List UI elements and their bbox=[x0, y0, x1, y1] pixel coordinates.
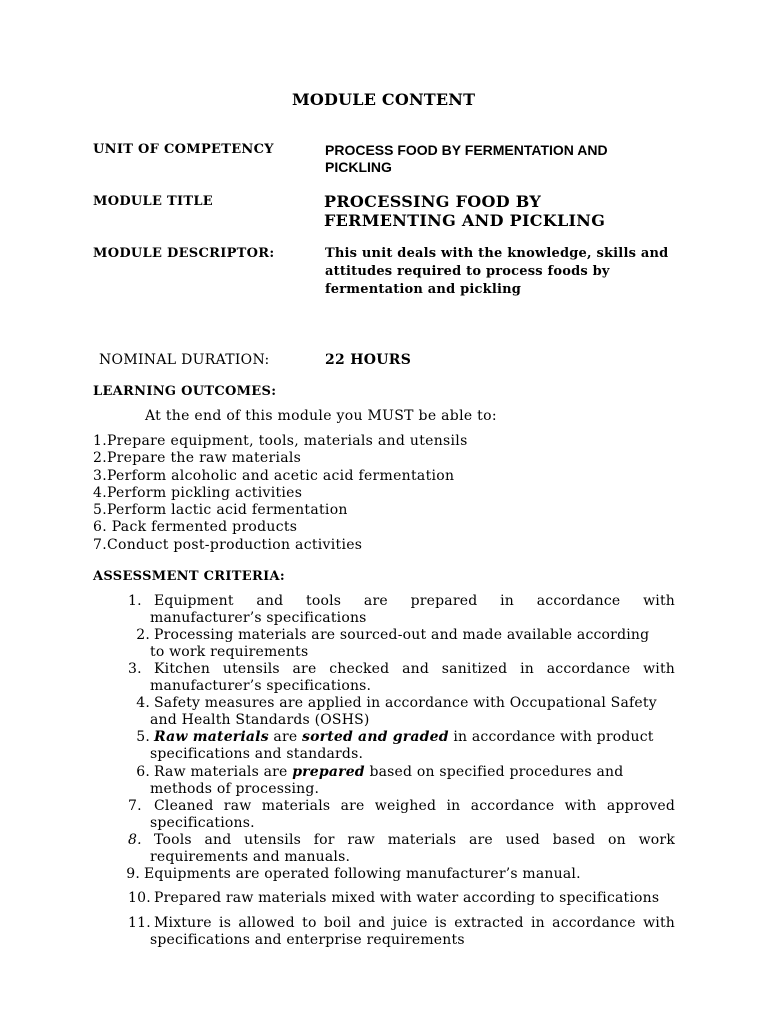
criteria-number: 2. bbox=[136, 627, 150, 643]
criteria-text-cont: specifications and standards. bbox=[150, 746, 364, 762]
criteria-text: Cleaned raw materials are weighed in accordance with approved bbox=[154, 798, 675, 814]
criteria-text: Prepared raw materials mixed with water according to specifications bbox=[154, 890, 660, 906]
criteria-number: 3. bbox=[128, 661, 142, 677]
criteria-number: 4. bbox=[136, 695, 150, 711]
criteria-number: 6. bbox=[136, 764, 150, 780]
criteria-number: 11. bbox=[128, 915, 151, 931]
learning-outcomes-list bbox=[93, 433, 468, 554]
unit-value: PROCESS FOOD BY FERMENTATION AND PICKLING bbox=[325, 142, 608, 175]
criteria-text-cont: manufacturer’s specifications. bbox=[150, 678, 372, 694]
criteria-item-7 bbox=[128, 798, 675, 832]
criteria-number: 5. bbox=[136, 729, 150, 745]
list-item: 5.Perform lactic acid fermentation bbox=[93, 502, 348, 519]
page-title: MODULE CONTENT bbox=[292, 90, 476, 109]
criteria-emphasis: prepared bbox=[292, 764, 365, 780]
list-item: 6. Pack fermented products bbox=[93, 519, 298, 536]
descriptor-label: MODULE DESCRIPTOR: bbox=[93, 246, 275, 261]
assessment-criteria-heading: ASSESSMENT CRITERIA: bbox=[93, 569, 285, 584]
learning-outcomes-heading: LEARNING OUTCOMES: bbox=[93, 384, 277, 399]
criteria-text: Kitchen utensils are checked and sanitized in accordance with bbox=[154, 661, 675, 677]
list-item: 2.Prepare the raw materials bbox=[93, 450, 302, 467]
learning-outcomes-intro: At the end of this module you MUST be able to: bbox=[145, 408, 497, 424]
criteria-item-5 bbox=[128, 729, 675, 763]
criteria-item-8 bbox=[128, 832, 675, 866]
criteria-item-11 bbox=[128, 915, 675, 949]
criteria-item-10 bbox=[128, 890, 675, 907]
criteria-number: 9. bbox=[126, 866, 140, 882]
criteria-text: Equipment and tools are prepared in accordance with bbox=[154, 593, 675, 609]
criteria-text: Processing materials are sourced-out and made available according bbox=[154, 627, 650, 643]
list-item: 1.Prepare equipment, tools, materials and utensils bbox=[93, 433, 468, 449]
criteria-number: 8. bbox=[128, 832, 142, 848]
descriptor-value: This unit deals with the knowledge, skills and attitudes required to process foods by fermentation and pickling bbox=[325, 246, 669, 297]
criteria-text-cont: requirements and manuals. bbox=[150, 849, 351, 865]
criteria-number: 1. bbox=[128, 593, 142, 609]
criteria-item-2 bbox=[128, 627, 675, 661]
criteria-text: Mixture is allowed to boil and juice is extracted in accordance with bbox=[154, 915, 675, 931]
criteria-text-cont: and Health Standards (OSHS) bbox=[150, 712, 370, 728]
duration-label: NOMINAL DURATION: bbox=[99, 352, 270, 368]
criteria-text: Equipments are operated following manufacturer’s manual. bbox=[144, 866, 581, 882]
criteria-text-cont: to work requirements bbox=[150, 644, 309, 660]
criteria-number: 10. bbox=[128, 890, 151, 906]
criteria-item-1 bbox=[128, 593, 675, 627]
criteria-text: Tools and utensils for raw materials are used based on work bbox=[154, 832, 675, 848]
duration-value: 22 HOURS bbox=[325, 352, 412, 368]
module-title-value-line2: FERMENTING AND PICKLING bbox=[324, 211, 606, 230]
criteria-text-cont: manufacturer’s specifications bbox=[150, 610, 367, 626]
criteria-emphasis: sorted and graded bbox=[302, 729, 449, 745]
criteria-number: 7. bbox=[128, 798, 142, 814]
list-item: 3.Perform alcoholic and acetic acid fermentation bbox=[93, 467, 455, 484]
criteria-item-6 bbox=[128, 764, 675, 798]
criteria-emphasis: Raw materials bbox=[154, 729, 269, 745]
criteria-text: in accordance with product bbox=[448, 729, 654, 745]
criteria-text-cont: specifications. bbox=[150, 815, 255, 831]
criteria-text: are bbox=[268, 729, 303, 745]
criteria-text: based on specified procedures and bbox=[364, 764, 624, 780]
criteria-item-9 bbox=[118, 866, 665, 883]
criteria-item-4 bbox=[128, 695, 675, 729]
criteria-text-cont: specifications and enterprise requirements bbox=[150, 932, 465, 948]
unit-label: UNIT OF COMPETENCY bbox=[93, 142, 274, 157]
list-item: 7.Conduct post-production activities bbox=[93, 536, 363, 553]
criteria-item-3 bbox=[128, 661, 675, 695]
module-title-value-line1: PROCESSING FOOD BY bbox=[324, 192, 542, 211]
criteria-text: Safety measures are applied in accordance with Occupational Safety bbox=[154, 695, 657, 711]
criteria-text: Raw materials are bbox=[154, 764, 293, 780]
criteria-text-cont: methods of processing. bbox=[150, 781, 320, 797]
module-title-label: MODULE TITLE bbox=[93, 194, 213, 209]
list-item: 4.Perform pickling activities bbox=[93, 484, 303, 501]
